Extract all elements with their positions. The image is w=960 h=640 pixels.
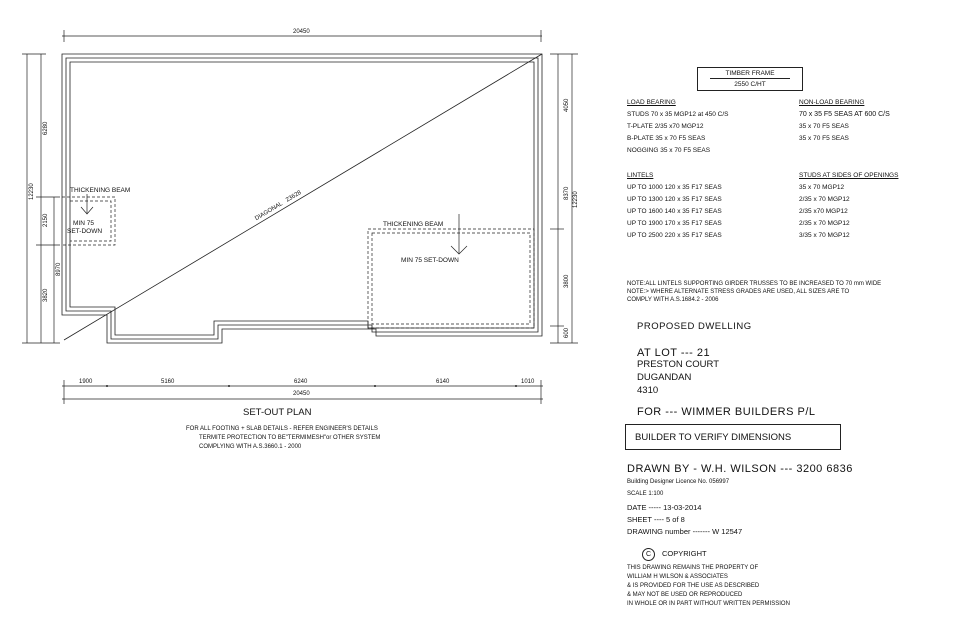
copyright-line: WILLIAM H WILSON & ASSOCIATES <box>627 574 728 580</box>
verify-dimensions-box <box>625 424 841 450</box>
bottom-dim-5: 1010 <box>521 379 535 385</box>
project-suburb: DUGANDAN <box>637 372 692 383</box>
sheet: SHEET ---- 5 of 8 <box>627 515 685 524</box>
studs-openings-header: STUDS AT SIDES OF OPENINGS <box>799 172 899 179</box>
lintel-note-1: NOTE:ALL LINTELS SUPPORTING GIRDER TRUSSES TO BE INCREASED TO 70 mm WIDE <box>627 281 882 287</box>
copyright-line: THIS DRAWING REMAINS THE PROPERTY OF <box>627 565 759 571</box>
non-load-bearing-item: 35 x 70 F5 SEAS <box>799 135 849 142</box>
timber-frame-subtitle: 2550 C/HT <box>734 81 766 88</box>
left-dimension-lines <box>22 54 60 343</box>
plan-note-2: TERMITE PROTECTION TO BE"TERMIMESH"or OTHER SYSTEM <box>199 435 381 441</box>
load-bearing-item: NOGGING 35 x 70 F5 SEAS <box>627 147 711 154</box>
lintel-item: UP TO 1900 170 x 35 F17 SEAS <box>627 220 722 227</box>
left-seg-2: 2150 <box>43 213 49 227</box>
non-load-bearing-item: 70 x 35 F5 SEAS AT 600 C/S <box>799 111 890 118</box>
left-outer2-dim: 8970 <box>56 262 62 276</box>
lintels-header: LINTELS <box>627 172 654 179</box>
studs-openings-item: 3/35 x 70 MGP12 <box>799 232 850 239</box>
beam1-note-2: SET-DOWN <box>67 228 103 235</box>
studs-openings-item: 2/35 x 70 MGP12 <box>799 220 850 227</box>
project-client: FOR --- WIMMER BUILDERS P/L <box>637 406 816 418</box>
lintel-item: UP TO 1000 120 x 35 F17 SEAS <box>627 184 722 191</box>
lintel-item: UP TO 1300 120 x 35 F17 SEAS <box>627 196 722 203</box>
scale: SCALE 1:100 <box>627 491 664 497</box>
studs-openings-item: 35 x 70 MGP12 <box>799 184 845 191</box>
verify-dimensions-text: BUILDER TO VERIFY DIMENSIONS <box>635 432 792 443</box>
left-seg-3: 3820 <box>43 288 49 302</box>
lintel-item: UP TO 2500 220 x 35 F17 SEAS <box>627 232 722 239</box>
drawing-number: DRAWING number ------- W 12547 <box>627 527 743 536</box>
right-inner-dim: 8370 <box>564 186 570 200</box>
lintel-note-3: COMPLY WITH A.S.1684.2 - 2006 <box>627 297 719 303</box>
date: DATE ----- 13-03-2014 <box>627 503 702 512</box>
project-postcode: 4310 <box>637 385 659 396</box>
non-load-bearing-header: NON-LOAD BEARING <box>799 99 865 106</box>
beam2-label: THICKENING BEAM <box>383 221 444 228</box>
timber-frame-title: TIMBER FRAME <box>725 70 775 77</box>
bottom-dim-4: 6140 <box>436 379 450 385</box>
diagonal-line <box>64 54 542 340</box>
diagonal-label <box>254 190 303 223</box>
load-bearing-item: B-PLATE 35 x 70 F5 SEAS <box>627 135 706 142</box>
beam1-note-1: MIN 75 <box>73 220 94 227</box>
bottom-dim-1: 1900 <box>79 379 93 385</box>
left-seg-1: 6280 <box>43 121 49 135</box>
copyright-line: & MAY NOT BE USED OR REPRODUCED <box>627 592 743 598</box>
copyright-icon: C <box>642 548 655 561</box>
copyright-title: COPYRIGHT <box>662 549 707 558</box>
non-load-bearing-item: 35 x 70 F5 SEAS <box>799 123 849 130</box>
plan-note-1: FOR ALL FOOTING + SLAB DETAILS - REFER ENGINEER'S DETAILS <box>186 426 378 432</box>
left-outer-dim: 12230 <box>29 183 35 200</box>
bottom-dim-3: 6240 <box>294 379 308 385</box>
timber-frame-divider <box>710 78 790 79</box>
project-title: PROPOSED DWELLING <box>637 321 752 332</box>
svg-text:23628: 23628 <box>285 189 303 204</box>
lintel-note-2: NOTE:> WHERE ALTERNATE STRESS GRADES ARE USED, ALL SIZES ARE TO <box>627 289 850 295</box>
top-dimension-text: 20450 <box>293 29 310 35</box>
studs-openings-item: 2/35 x 70 MGP12 <box>799 196 850 203</box>
svg-text:DIAGONAL: DIAGONAL <box>254 201 284 223</box>
plan-note-3: COMPLYING WITH A.S.3660.1 - 2000 <box>199 444 302 450</box>
project-street: PRESTON COURT <box>637 359 719 370</box>
right-seg-2: 3800 <box>564 274 570 288</box>
copyright-line: IN WHOLE OR IN PART WITHOUT WRITTEN PERMISSION <box>627 601 790 607</box>
drawn-by: DRAWN BY - W.H. WILSON --- 3200 6836 <box>627 463 853 475</box>
licence: Building Designer Licence No. 056997 <box>627 479 730 485</box>
load-bearing-item: STUDS 70 x 35 MGP12 at 450 C/S <box>627 111 729 118</box>
bottom-dim-2: 5160 <box>161 379 175 385</box>
copyright-line: & IS PROVIDED FOR THE USE AS DESCRIBED <box>627 583 760 589</box>
right-seg-3: 600 <box>564 327 570 338</box>
right-outer-dim: 12230 <box>573 191 579 208</box>
studs-openings-item: 2/35 x70 MGP12 <box>799 208 848 215</box>
right-seg-1: 4050 <box>564 98 570 112</box>
bottom-total-dim: 20450 <box>293 391 310 397</box>
load-bearing-item: T-PLATE 2/35 x70 MGP12 <box>627 123 704 130</box>
timber-frame-box <box>697 67 803 91</box>
lintel-item: UP TO 1600 140 x 35 F17 SEAS <box>627 208 722 215</box>
beam2-note: MIN 75 SET-DOWN <box>401 257 459 264</box>
load-bearing-header: LOAD BEARING <box>627 99 676 106</box>
plan-title: SET-OUT PLAN <box>243 407 312 418</box>
thickening-beam-zones <box>62 197 534 328</box>
beam1-label: THICKENING BEAM <box>70 187 131 194</box>
beam2-arrow <box>451 214 467 254</box>
project-lot: AT LOT --- 21 <box>637 347 711 359</box>
